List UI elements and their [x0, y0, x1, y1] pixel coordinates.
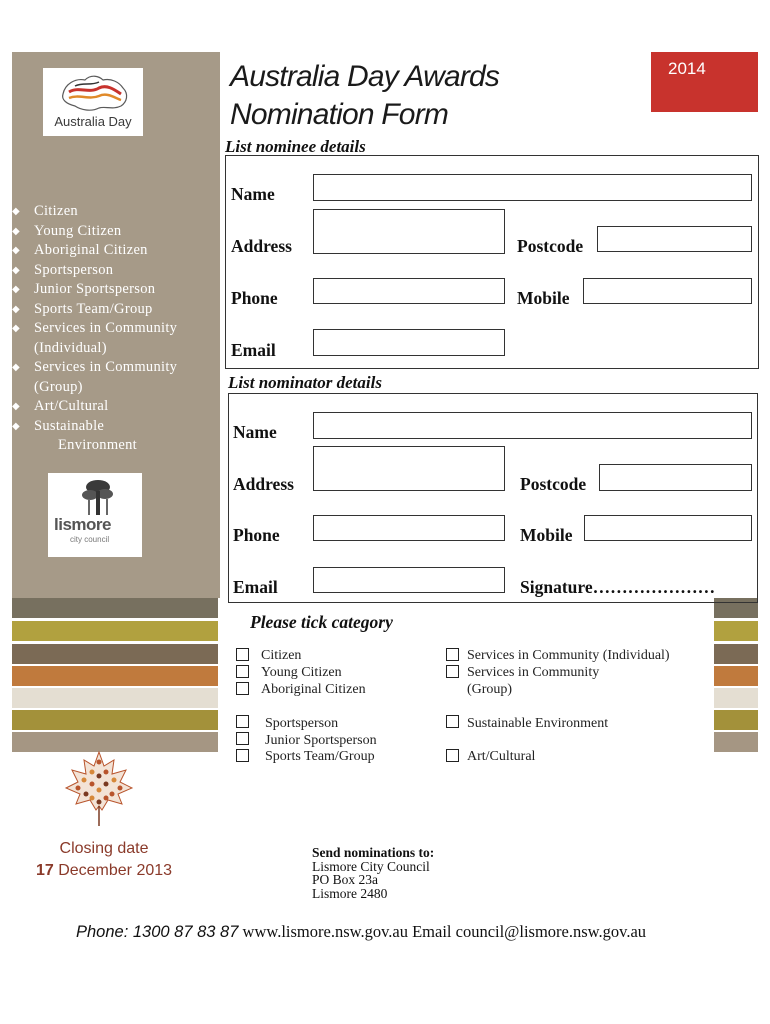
checkbox-art-cultural[interactable]: [446, 749, 459, 762]
decor-stripe: [714, 621, 758, 641]
nominee-postcode-field[interactable]: [597, 226, 752, 252]
checkbox-sportsperson[interactable]: [236, 715, 249, 728]
australia-day-logo: [43, 68, 143, 136]
closing-date: Closing date 17 December 2013: [35, 840, 173, 879]
decor-stripe: [714, 666, 758, 686]
checkbox-young-citizen[interactable]: [236, 665, 249, 678]
checkbox-label: Services in Community (Group): [467, 665, 600, 697]
nominator-heading: List nominator details: [228, 373, 382, 392]
category-bullet-list: [12, 202, 218, 456]
nominator-address-field[interactable]: [313, 446, 505, 491]
checkbox-label: Sustainable Environment: [467, 716, 609, 731]
checkbox-label: Services in Community (Individual): [467, 648, 670, 663]
list-item: ◆ Sustainable Environment: [12, 417, 138, 453]
diamond-bullet-icon: ◆: [12, 401, 20, 412]
checkbox-sports-team[interactable]: [236, 749, 249, 762]
nominee-email-field[interactable]: [313, 329, 505, 356]
decor-stripe: [714, 732, 758, 752]
footer-contact: [76, 922, 646, 942]
diamond-bullet-icon: ◆: [12, 323, 20, 334]
decor-stripe: [12, 688, 218, 708]
diamond-bullet-icon: ◆: [12, 245, 20, 256]
nominator-mobile-field[interactable]: [584, 515, 752, 541]
list-item: ◆ Art/Cultural: [12, 397, 218, 417]
decor-stripe: [714, 710, 758, 730]
diamond-bullet-icon: ◆: [12, 420, 20, 432]
checkbox-services-individual[interactable]: [446, 648, 459, 661]
checkbox-label: Sportsperson: [265, 716, 339, 731]
nominee-heading: List nominee details: [225, 137, 366, 156]
list-item: ◆ Young Citizen: [12, 222, 218, 242]
australia-map-icon: [55, 72, 133, 114]
checkbox-sustainable-environment[interactable]: [446, 715, 459, 728]
footer-phone: Phone: 1300 87 83 87: [76, 923, 239, 941]
checkbox-label: Art/Cultural: [467, 749, 536, 764]
tick-category-heading: Please tick category: [250, 612, 393, 632]
nominee-phone-field[interactable]: [313, 278, 505, 304]
decor-stripe: [714, 644, 758, 664]
list-item: ◆ Aboriginal Citizen: [12, 241, 218, 261]
checkbox-services-group[interactable]: [446, 665, 459, 678]
nominee-phone-label: Phone: [231, 288, 278, 308]
nominee-name-field[interactable]: [313, 174, 752, 201]
list-item: ◆ Junior Sportsperson: [12, 280, 218, 300]
diamond-bullet-icon: ◆: [12, 264, 20, 276]
page-title: Australia Day Awards Nomination Form: [230, 60, 500, 131]
council-logo-subtext: city council: [70, 535, 110, 544]
nominee-name-label: Name: [231, 184, 275, 204]
diamond-bullet-icon: ◆: [12, 225, 20, 237]
decor-stripe: [12, 621, 218, 641]
decor-stripe: [12, 666, 218, 686]
lismore-council-logo: [48, 473, 142, 557]
checkbox-junior-sportsperson[interactable]: [236, 732, 249, 745]
nominator-phone-label: Phone: [233, 525, 280, 545]
nominator-mobile-label: Mobile: [520, 525, 573, 545]
nominee-postcode-label: Postcode: [517, 236, 584, 256]
tree-icon: [78, 477, 118, 517]
nominee-email-label: Email: [231, 340, 276, 360]
nominator-email-field[interactable]: [313, 567, 505, 593]
logo-text: Australia Day: [54, 114, 132, 129]
footer-web-email: www.lismore.nsw.gov.au Email council@lismore.nsw.gov.au: [242, 922, 647, 941]
decor-stripe: [12, 710, 218, 730]
checkbox-label: Young Citizen: [261, 665, 342, 680]
list-item: ◆ Sportsperson: [12, 261, 218, 281]
checkbox-aboriginal-citizen[interactable]: [236, 682, 249, 695]
nominator-name-field[interactable]: [313, 412, 752, 439]
checkbox-label: Aboriginal Citizen: [261, 682, 366, 697]
mosaic-leaf-icon: [62, 748, 136, 828]
checkbox-citizen[interactable]: [236, 648, 249, 661]
decor-stripe: [12, 598, 218, 618]
list-item: ◆ Citizen: [12, 202, 218, 222]
nominator-phone-field[interactable]: [313, 515, 505, 541]
diamond-bullet-icon: ◆: [12, 206, 20, 217]
nominator-email-label: Email: [233, 577, 278, 597]
checkbox-label: Citizen: [261, 648, 302, 663]
nominee-mobile-field[interactable]: [583, 278, 752, 304]
nominator-postcode-label: Postcode: [520, 474, 587, 494]
nominator-postcode-field[interactable]: [599, 464, 752, 491]
decor-stripe: [714, 688, 758, 708]
signature-line[interactable]: Signature…………………: [520, 577, 716, 597]
decor-stripe: [12, 644, 218, 664]
nominator-address-label: Address: [233, 474, 294, 494]
diamond-bullet-icon: ◆: [12, 284, 20, 295]
send-address: Send nominations to: Lismore City Council PO Box 23a Lismore 2480: [312, 845, 435, 901]
nominee-mobile-label: Mobile: [517, 288, 570, 308]
diamond-bullet-icon: ◆: [12, 362, 20, 373]
nominee-address-field[interactable]: [313, 209, 505, 254]
council-logo-text: lismore: [54, 515, 111, 534]
year-badge: 2014: [651, 52, 758, 112]
checkbox-label: Sports Team/Group: [265, 749, 375, 764]
nominee-address-label: Address: [231, 236, 292, 256]
nominator-name-label: Name: [233, 422, 277, 442]
list-item: ◆ Services in Community (Individual): [12, 320, 178, 356]
checkbox-label: Junior Sportsperson: [265, 733, 377, 748]
diamond-bullet-icon: ◆: [12, 303, 20, 315]
list-item: ◆ Sports Team/Group: [12, 300, 218, 320]
list-item: ◆ Services in Community (Group): [12, 359, 178, 395]
